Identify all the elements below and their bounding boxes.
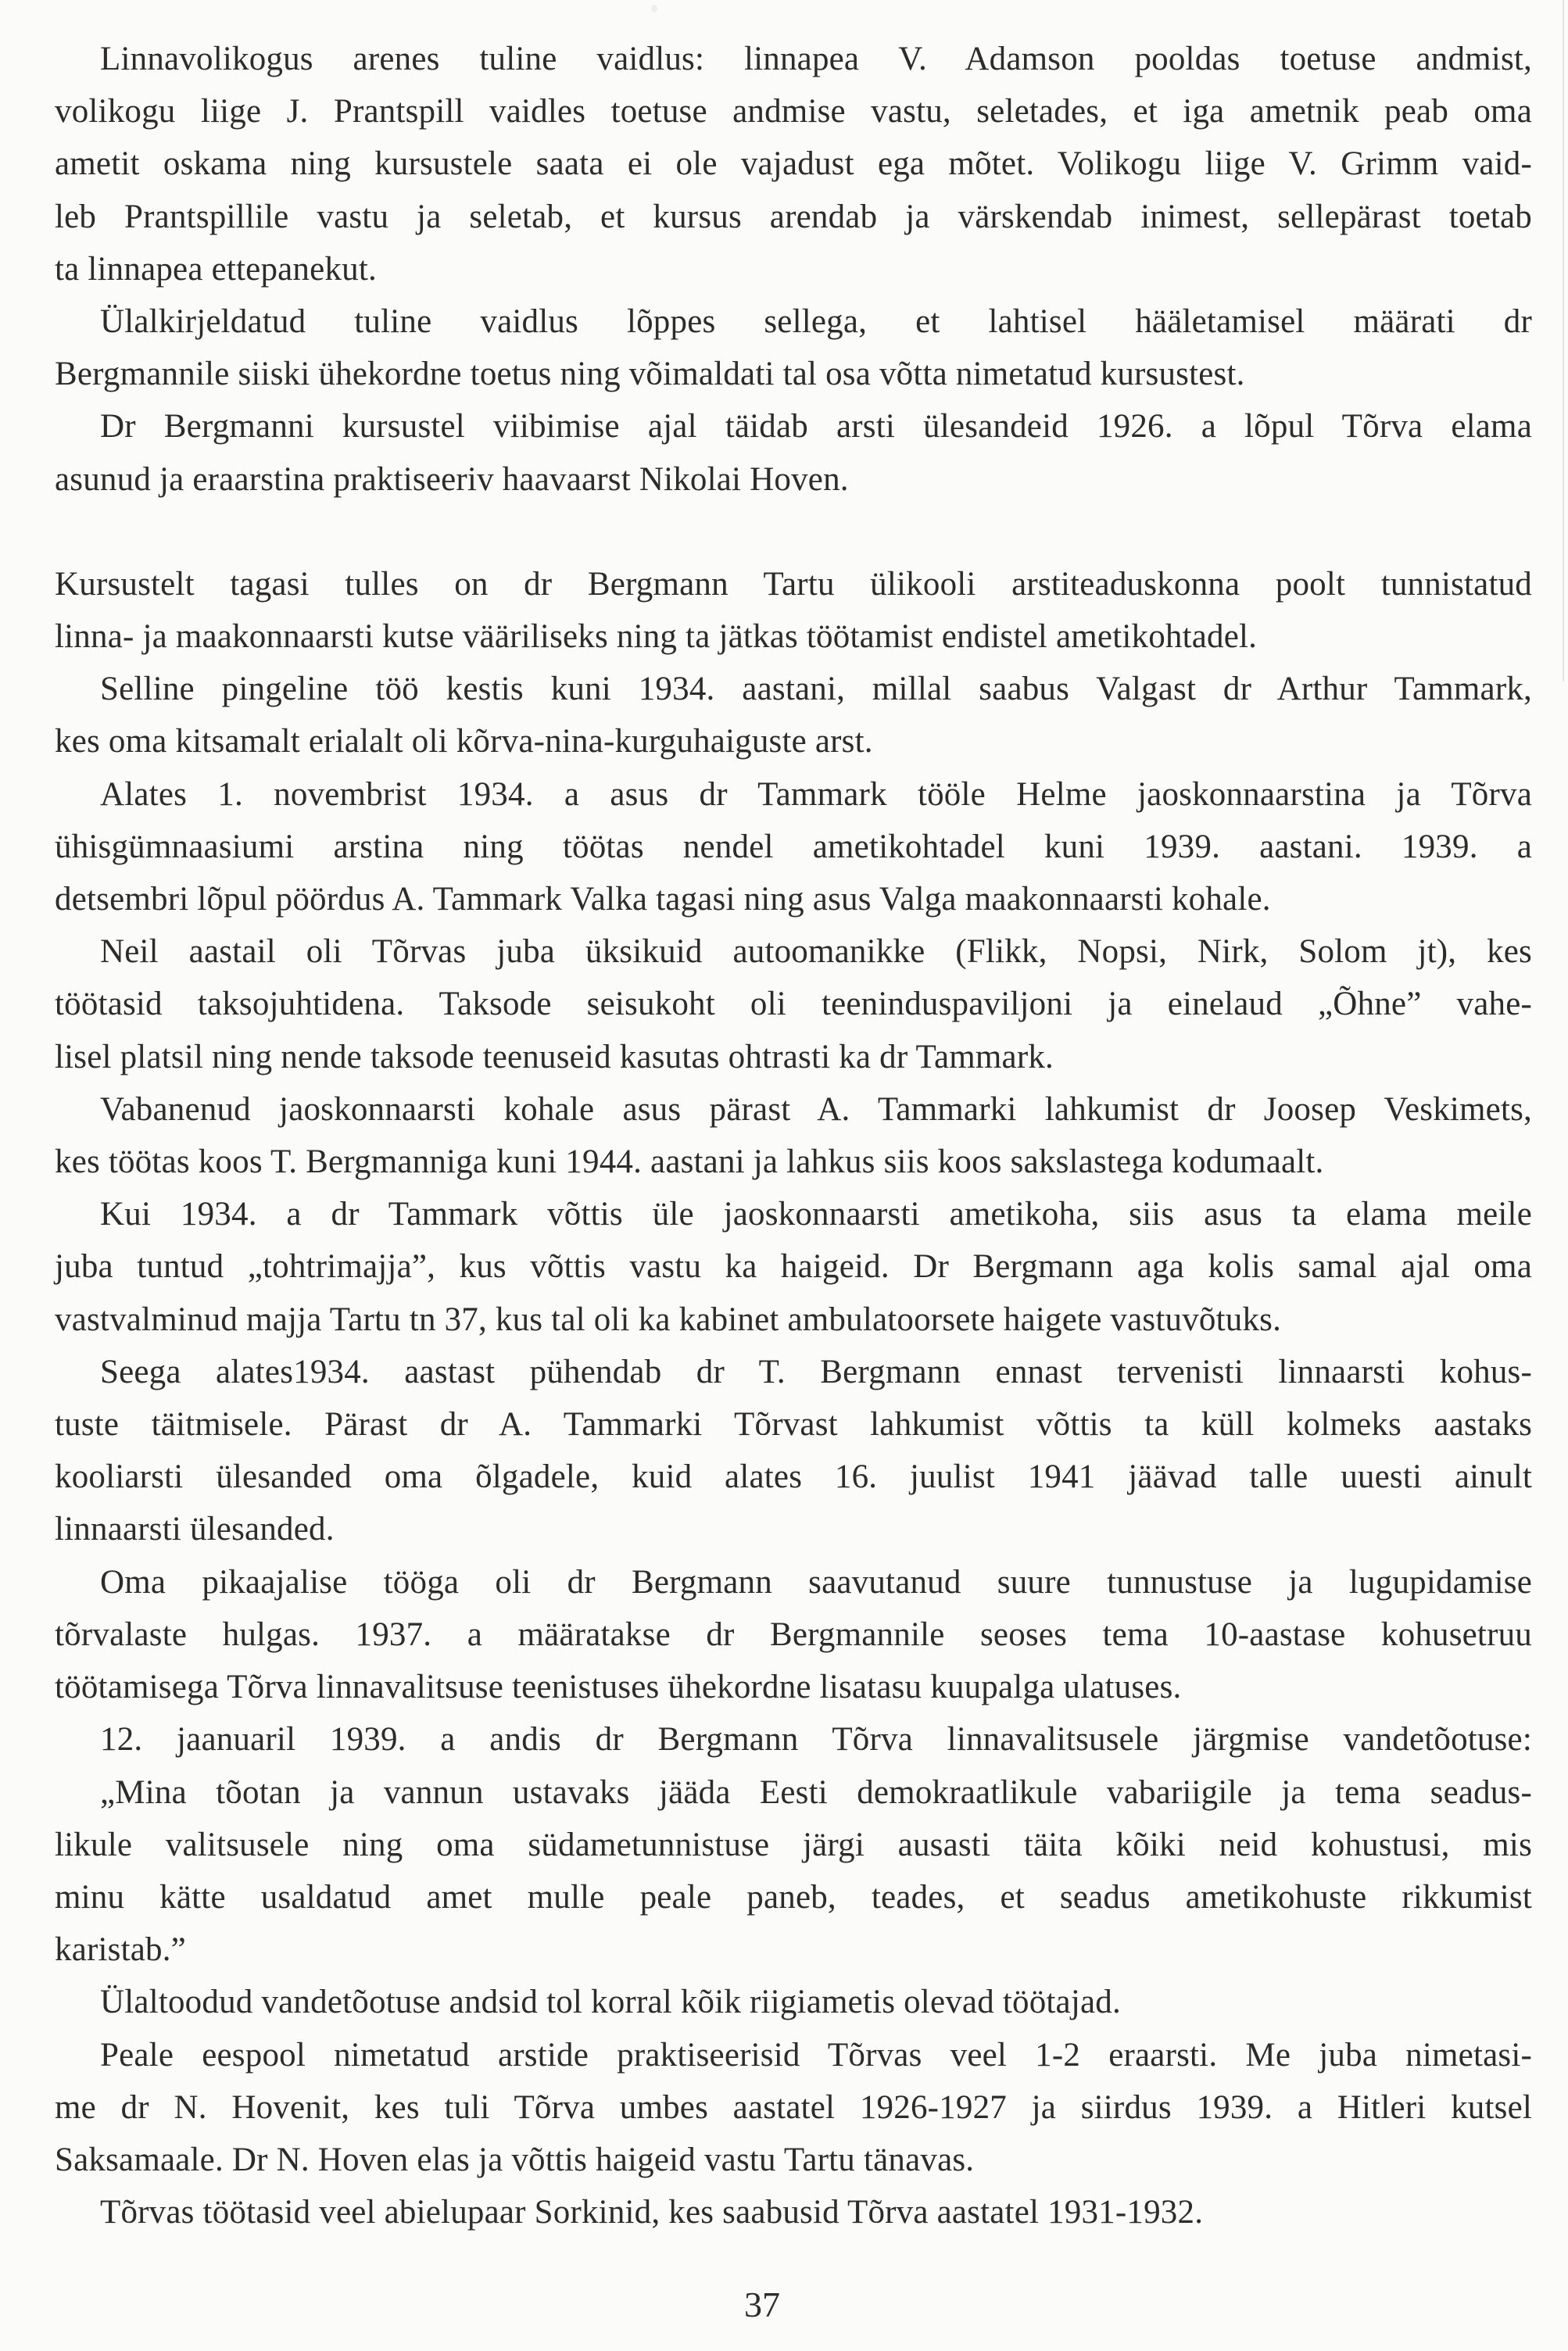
text-line: detsembri lõpul pöördus A. Tammark Valka tagasi ning asus Valga maakonnaarsti kohale. bbox=[55, 881, 1271, 918]
text-line: Bergmannile siiski ühekordne toetus ning võimaldati tal osa võtta nimetatud kursustest. bbox=[55, 356, 1245, 393]
scan-speck-artifact bbox=[651, 5, 657, 13]
paragraph bbox=[55, 2029, 1532, 2187]
text-line: töötasid taksojuhtidena. Taksode seisukoht oli teeninduspaviljoni ja einelaud „Õhne” vahe- bbox=[55, 986, 1532, 1023]
scan-edge-artifact bbox=[1563, 0, 1564, 682]
paragraph bbox=[55, 400, 1532, 505]
text-line: kes töötas koos T. Bergmanniga kuni 1944. aastani ja lahkus siis koos sakslastega kodumaalt. bbox=[55, 1143, 1324, 1181]
text-line: kooliarsti ülesanded oma õlgadele, kuid alates 16. juulist 1941 jäävad talle uuesti ainult bbox=[55, 1458, 1532, 1496]
paragraph bbox=[55, 1556, 1532, 1714]
body-text bbox=[55, 33, 1532, 2238]
page-number: 37 bbox=[744, 2285, 780, 2324]
paragraph bbox=[55, 2186, 1532, 2238]
text-line: asunud ja eraarstina praktiseeriv haavaarst Nikolai Hoven. bbox=[55, 460, 849, 498]
text-line: me dr N. Hovenit, kes tuli Tõrva umbes aastatel 1926-1927 ja siirdus 1939. a Hitleri kutsel bbox=[55, 2088, 1532, 2126]
text-line: Tõrvas töötasid veel abielupaar Sorkinid, kes saabusid Tõrva aastatel 1931-1932. bbox=[100, 2194, 1204, 2231]
paragraph bbox=[55, 1083, 1532, 1188]
paragraph bbox=[55, 768, 1532, 926]
text-line: Vabanenud jaoskonnaarsti kohale asus pärast A. Tammarki lahkumist dr Joosep Veskimets, bbox=[100, 1090, 1532, 1128]
text-line: karistab.” bbox=[55, 1931, 186, 1969]
text-line: Alates 1. novembrist 1934. a asus dr Tammark tööle Helme jaoskonnaarstina ja Tõrva bbox=[100, 775, 1532, 813]
text-line: Dr Bergmanni kursustel viibimise ajal täidab arsti ülesandeid 1926. a lõpul Tõrva elama bbox=[100, 408, 1532, 446]
text-line: kes oma kitsamalt erialalt oli kõrva-nina-kurguhaiguste arst. bbox=[55, 723, 873, 760]
text-line: vastvalminud majja Tartu tn 37, kus tal oli ka kabinet ambulatoorsete haigete vastuvõtuks. bbox=[55, 1301, 1282, 1338]
text-line: ametit oskama ning kursustele saata ei ole vajadust ega mõtet. Volikogu liige V. Grimm vaid- bbox=[55, 145, 1532, 183]
text-line: linnaarsti ülesanded. bbox=[55, 1511, 335, 1548]
text-line: töötamisega Tõrva linnavalitsuse teenistuses ühekordne lisatasu kuupalga ulatuses. bbox=[55, 1669, 1182, 1706]
text-line: minu kätte usaldatud amet mulle peale paneb, teades, et seadus ametikohuste rikkumist bbox=[55, 1878, 1532, 1916]
text-line: volikogu liige J. Prantspill vaidles toetuse andmise vastu, seletades, et iga ametnik peab oma bbox=[55, 93, 1532, 131]
text-line: Ülalkirjeldatud tuline vaidlus lõppes sellega, et lahtisel hääletamisel määrati dr bbox=[100, 303, 1532, 341]
paragraph bbox=[55, 1976, 1532, 2028]
text-line: ühisgümnaasiumi arstina ning töötas nendel ametikohtadel kuni 1939. aastani. 1939. a bbox=[55, 828, 1532, 865]
paragraph bbox=[55, 33, 1532, 295]
text-line: Neil aastail oli Tõrvas juba üksikuid autoomanikke (Flikk, Nopsi, Nirk, Solom jt), kes bbox=[100, 933, 1532, 971]
text-line: Saksamaale. Dr N. Hoven elas ja võttis haigeid vastu Tartu tänavas. bbox=[55, 2141, 975, 2178]
paragraph bbox=[55, 295, 1532, 400]
text-line: lisel platsil ning nende taksode teenuseid kasutas ohtrasti ka dr Tammark. bbox=[55, 1038, 1054, 1075]
text-line: linna- ja maakonnaarsti kutse vääriliseks ning ta jätkas töötamist endistel ametikohtadel. bbox=[55, 618, 1258, 656]
text-line: likule valitsusele ning oma südametunnistuse järgi ausasti täita kõiki neid kohustusi, mis bbox=[55, 1826, 1532, 1863]
text-line: tuste täitmisele. Pärast dr A. Tammarki Tõrvast lahkumist võttis ta küll kolmeks aastaks bbox=[55, 1406, 1532, 1444]
paragraph bbox=[55, 558, 1532, 663]
text-line: leb Prantspillile vastu ja seletab, et kursus arendab ja värskendab inimest, sellepärast toetab bbox=[55, 198, 1532, 235]
text-line: Kursustelt tagasi tulles on dr Bergmann Tartu ülikooli arstiteaduskonna poolt tunnistatud bbox=[55, 565, 1532, 603]
text-line: Linnavolikogus arenes tuline vaidlus: linnapea V. Adamson pooldas toetuse andmist, bbox=[100, 41, 1532, 77]
text-line: Kui 1934. a dr Tammark võttis üle jaoskonnaarsti ametikoha, siis asus ta elama meile bbox=[100, 1196, 1532, 1233]
text-line: Peale eespool nimetatud arstide praktiseerisid Tõrvas veel 1-2 eraarsti. Me juba nimetasi- bbox=[100, 2036, 1532, 2074]
text-line: juba tuntud „tohtrimajja”, kus võttis vastu ka haigeid. Dr Bergmann aga kolis samal ajal oma bbox=[55, 1248, 1532, 1286]
paragraph bbox=[55, 663, 1532, 768]
text-line: tõrvalaste hulgas. 1937. a määratakse dr Bergmannile seoses tema 10-aastase kohusetruu bbox=[55, 1616, 1532, 1653]
text-line: 12. jaanuaril 1939. a andis dr Bergmann Tõrva linnavalitsusele järgmise vandetõotuse: bbox=[100, 1721, 1532, 1759]
text-line: ta linnapea ettepanekut. bbox=[55, 250, 377, 288]
paragraph bbox=[55, 1713, 1532, 1766]
paragraph bbox=[55, 1346, 1532, 1556]
text-line: Seega alates1934. aastast pühendab dr T. Bergmann ennast tervenisti linnaarsti kohus- bbox=[100, 1353, 1532, 1390]
paragraph bbox=[55, 1188, 1532, 1346]
paragraph bbox=[55, 925, 1532, 1083]
text-line: Selline pingeline töö kestis kuni 1934. aastani, millal saabus Valgast dr Arthur Tammark, bbox=[100, 671, 1532, 708]
text-line: „Mina tõotan ja vannun ustavaks jääda Eesti demokraatlikule vabariigile ja tema seadus- bbox=[100, 1773, 1532, 1811]
text-line: Ülaltoodud vandetõotuse andsid tol korral kõik riigiametis olevad töötajad. bbox=[100, 1984, 1121, 2021]
text-line: Oma pikaajalise tööga oli dr Bergmann saavutanud suure tunnustuse ja lugupidamise bbox=[100, 1563, 1532, 1601]
paragraph bbox=[55, 1766, 1532, 1977]
